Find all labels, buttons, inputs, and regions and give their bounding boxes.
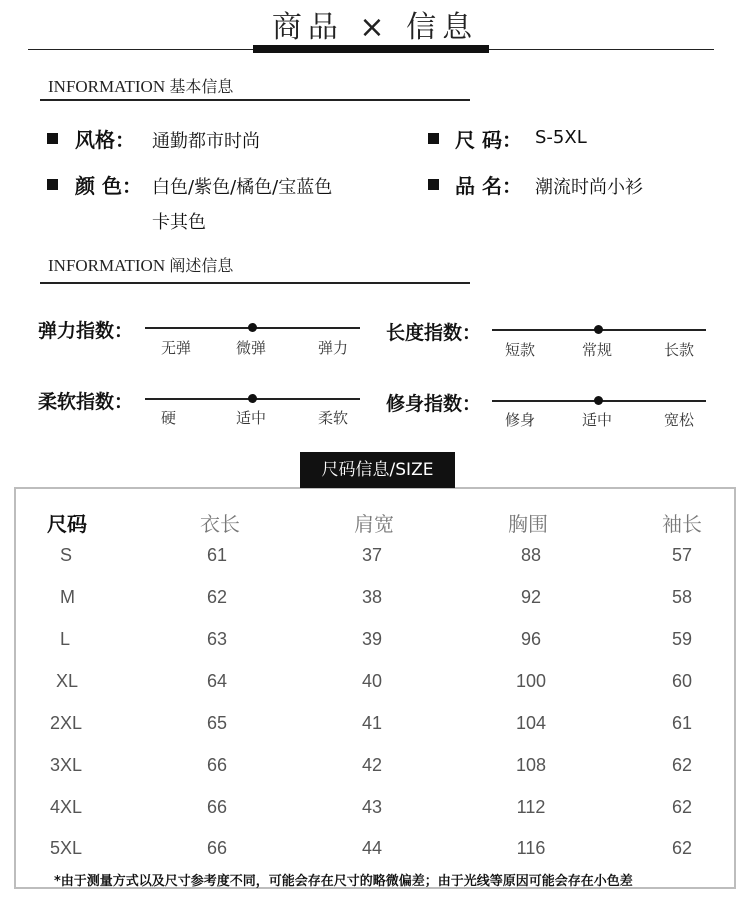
size-cell: 62 xyxy=(206,587,228,607)
size-cell: 4XL xyxy=(50,797,83,817)
size-value: S-5XL xyxy=(535,127,587,148)
size-cell: 96 xyxy=(520,629,542,649)
length-option: 短款 xyxy=(505,341,536,359)
basic-info-underline xyxy=(40,99,470,101)
softness-option: 柔软 xyxy=(318,409,349,427)
size-cell: 60 xyxy=(671,671,693,691)
elasticity-option: 无弹 xyxy=(161,339,192,357)
basic-info-heading-en: INFORMATION xyxy=(48,77,166,96)
detail-info-heading xyxy=(48,253,233,276)
softness-option: 硬 xyxy=(161,409,177,427)
elasticity-option: 弹力 xyxy=(318,339,349,357)
detail-info-underline xyxy=(40,282,470,284)
size-cell: 112 xyxy=(516,797,546,817)
size-cell: 41 xyxy=(361,713,383,733)
page-title: 商品 × 信息 xyxy=(271,10,479,45)
measurement-note: *由于测量方式以及尺寸参考度不同，可能会存在尺寸的略微偏差；由于光线等原因可能会存在小色差 xyxy=(54,874,633,889)
bullet-square-icon xyxy=(47,133,58,144)
detail-info-heading-en: INFORMATION xyxy=(48,256,166,275)
size-cell: 43 xyxy=(361,797,383,817)
size-cell: 66 xyxy=(206,755,228,775)
size-table-header: 衣长 xyxy=(200,512,240,536)
length-option: 常规 xyxy=(582,341,613,359)
size-cell: 38 xyxy=(361,587,383,607)
size-table-header: 肩宽 xyxy=(354,512,394,536)
fit-option: 修身 xyxy=(505,411,536,429)
size-cell: 62 xyxy=(671,838,693,858)
size-cell: 63 xyxy=(206,629,228,649)
softness-label: 柔软指数： xyxy=(38,391,134,413)
size-cell: 39 xyxy=(361,629,383,649)
elasticity-label: 弹力指数： xyxy=(38,320,134,342)
size-cell: 92 xyxy=(520,587,542,607)
size-table-header: 胸围 xyxy=(508,512,548,536)
basic-info-heading xyxy=(48,74,233,97)
color-key: 颜 色： xyxy=(75,174,142,198)
length-marker xyxy=(594,325,603,334)
length-label: 长度指数： xyxy=(386,322,482,344)
size-cell: 66 xyxy=(206,838,228,858)
size-cell: 65 xyxy=(206,713,228,733)
size-cell: 37 xyxy=(361,545,383,565)
bullet-square-icon xyxy=(47,179,58,190)
color-value-line2: 卡其色 xyxy=(152,212,206,233)
size-key: 尺 码： xyxy=(455,128,522,152)
size-cell: 57 xyxy=(671,545,693,565)
size-cell: 44 xyxy=(361,838,383,858)
size-cell: 100 xyxy=(515,671,547,691)
size-cell: 40 xyxy=(361,671,383,691)
detail-info-heading-cn: 阐述信息 xyxy=(169,256,234,275)
size-cell: 116 xyxy=(516,838,546,858)
size-cell: 3XL xyxy=(50,755,83,775)
fit-option: 宽松 xyxy=(664,411,695,429)
size-cell: L xyxy=(60,629,71,649)
fit-option: 适中 xyxy=(582,411,613,429)
size-cell: 42 xyxy=(361,755,383,775)
size-table-header: 尺码 xyxy=(47,512,87,536)
size-cell: 61 xyxy=(206,545,228,565)
fit-label: 修身指数： xyxy=(386,393,482,415)
fit-marker xyxy=(594,396,603,405)
product-name-key: 品 名： xyxy=(455,174,522,198)
style-key: 风格： xyxy=(75,128,135,152)
elasticity-marker xyxy=(248,323,257,332)
style-value: 通勤都市时尚 xyxy=(152,131,260,152)
bullet-square-icon xyxy=(428,133,439,144)
size-table-tab: 尺码信息/SIZE xyxy=(300,452,455,488)
size-cell: S xyxy=(60,545,73,565)
softness-option: 适中 xyxy=(236,409,267,427)
product-name-value: 潮流时尚小衫 xyxy=(535,177,643,198)
size-cell: M xyxy=(60,587,75,607)
size-cell: 62 xyxy=(671,797,693,817)
size-cell: 88 xyxy=(520,545,542,565)
size-cell: 64 xyxy=(206,671,228,691)
size-cell: 66 xyxy=(206,797,228,817)
size-cell: 61 xyxy=(671,713,693,733)
size-cell: 62 xyxy=(671,755,693,775)
size-cell: 59 xyxy=(671,629,693,649)
length-option: 长款 xyxy=(664,341,695,359)
size-cell: 5XL xyxy=(50,838,83,858)
basic-info-heading-cn: 基本信息 xyxy=(169,77,234,96)
size-cell: 2XL xyxy=(50,713,83,733)
size-cell: 104 xyxy=(515,713,547,733)
size-cell: 58 xyxy=(671,587,693,607)
softness-marker xyxy=(248,394,257,403)
elasticity-option: 微弹 xyxy=(236,339,267,357)
size-cell: 108 xyxy=(515,755,547,775)
color-value-line1: 白色/紫色/橘色/宝蓝色 xyxy=(152,177,333,198)
size-table-header: 袖长 xyxy=(662,512,702,536)
title-accent-bar xyxy=(253,45,489,53)
size-cell: XL xyxy=(56,671,79,691)
bullet-square-icon xyxy=(428,179,439,190)
